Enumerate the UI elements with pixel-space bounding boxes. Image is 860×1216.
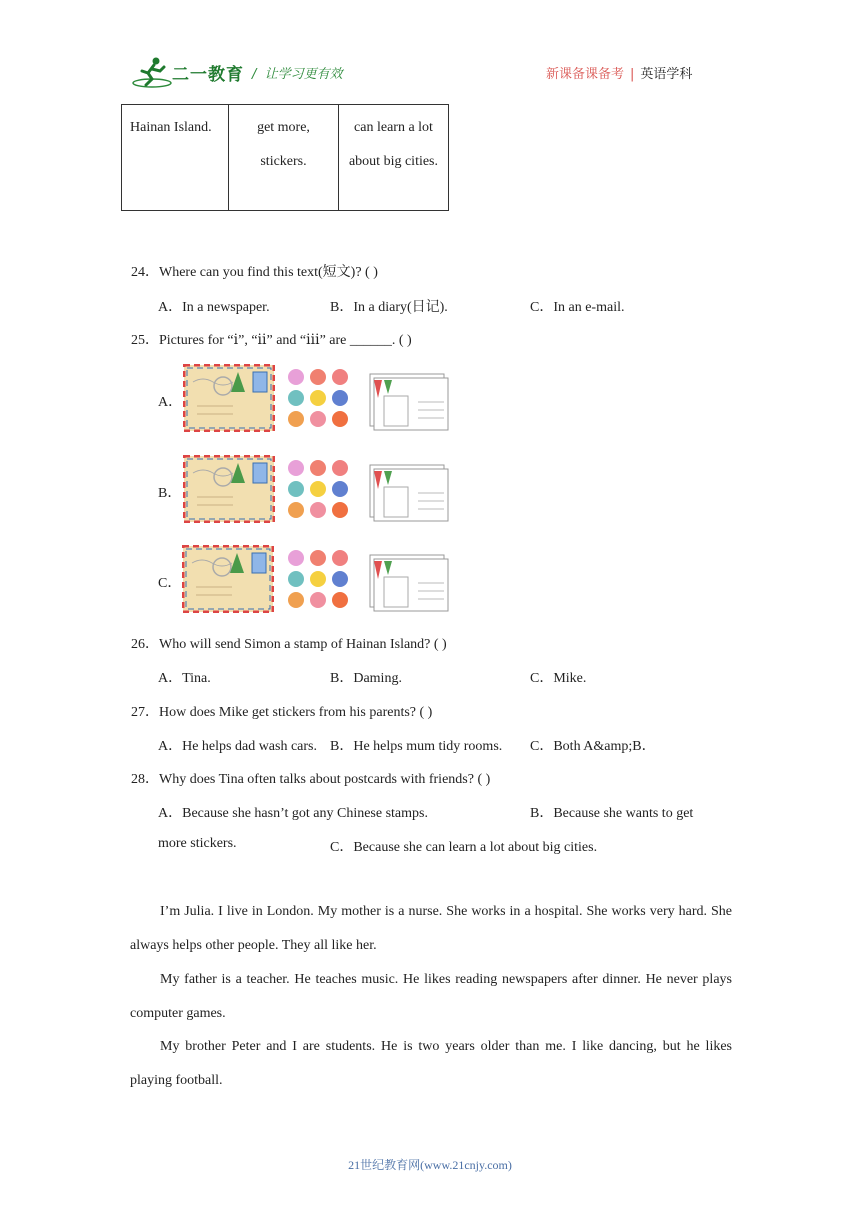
option-b[interactable]: B．He helps mum tidy rooms. xyxy=(330,739,503,754)
passage-paragraph: My brother Peter and I are students. He is two years older than me. I like dancing, but he likes playing football. xyxy=(130,1039,732,1088)
option-a[interactable]: A．Because she hasn’t got any Chinese stamps. xyxy=(158,806,428,821)
logo-runner-icon xyxy=(132,55,172,89)
table-cell: get more, stickers. xyxy=(229,105,339,211)
picture-row-a xyxy=(183,364,275,437)
info-table xyxy=(121,104,449,211)
option-c[interactable]: C．Because she can learn a lot about big cities. xyxy=(330,840,598,855)
option-b-continued: more stickers. xyxy=(158,836,237,851)
picture-row-c xyxy=(182,545,274,618)
passage-paragraph: My father is a teacher. He teaches music. He likes reading newspapers after dinner. He never plays computer games. xyxy=(130,972,732,1021)
slogan: / 让学习更有效 xyxy=(252,67,343,82)
table-cell: Hainan Island. xyxy=(122,105,229,211)
option-a[interactable]: A．In a newspaper. xyxy=(158,300,270,315)
header-right: 新课备课备考 | 英语学科 xyxy=(546,67,693,82)
question-25: 25．Pictures for “ⅰ”, “ⅱ” and “ⅲ” are ______. ( ) xyxy=(131,333,412,348)
question-27: 27．How does Mike get stickers from his parents? ( ) xyxy=(131,705,433,720)
postcard-icon xyxy=(368,463,450,528)
passage-paragraph: I’m Julia. I live in London. My mother is a nurse. She works in a hospital. She works very hard. She always helps other people. They all like her. xyxy=(130,904,732,953)
stickers-icon xyxy=(286,548,352,615)
stickers-icon xyxy=(286,458,352,525)
option-b[interactable]: B． xyxy=(158,486,182,501)
option-a[interactable]: A．Tina. xyxy=(158,671,211,686)
picture-row-b xyxy=(183,455,275,528)
option-a[interactable]: A． xyxy=(158,395,183,410)
option-b[interactable]: B．In a diary(日记). xyxy=(330,300,448,315)
option-c[interactable]: C．Both A&amp;B． xyxy=(530,739,656,754)
option-c[interactable]: C．In an e-mail. xyxy=(530,300,625,315)
table-cell: can learn a lot about big cities. xyxy=(339,105,449,211)
postcard-icon xyxy=(368,372,450,437)
stickers-icon xyxy=(286,367,352,434)
envelope-icon xyxy=(182,545,274,613)
option-b[interactable]: B．Because she wants to get xyxy=(530,806,694,821)
option-b[interactable]: B．Daming. xyxy=(330,671,402,686)
logo-text: 二一教育 xyxy=(172,65,244,85)
question-28: 28．Why does Tina often talks about postcards with friends? ( ) xyxy=(131,772,491,787)
envelope-icon xyxy=(183,455,275,523)
question-26: 26．Who will send Simon a stamp of Hainan Island? ( ) xyxy=(131,637,447,652)
question-24: 24．Where can you find this text(短文)? ( ) xyxy=(131,265,378,280)
option-c[interactable]: C．Mike. xyxy=(530,671,587,686)
option-c[interactable]: C． xyxy=(158,576,182,591)
envelope-icon xyxy=(183,364,275,432)
postcard-icon xyxy=(368,553,450,618)
footer: 21世纪教育网(www.21cnjy.com) xyxy=(348,1158,512,1172)
option-a[interactable]: A．He helps dad wash cars. xyxy=(158,739,318,754)
